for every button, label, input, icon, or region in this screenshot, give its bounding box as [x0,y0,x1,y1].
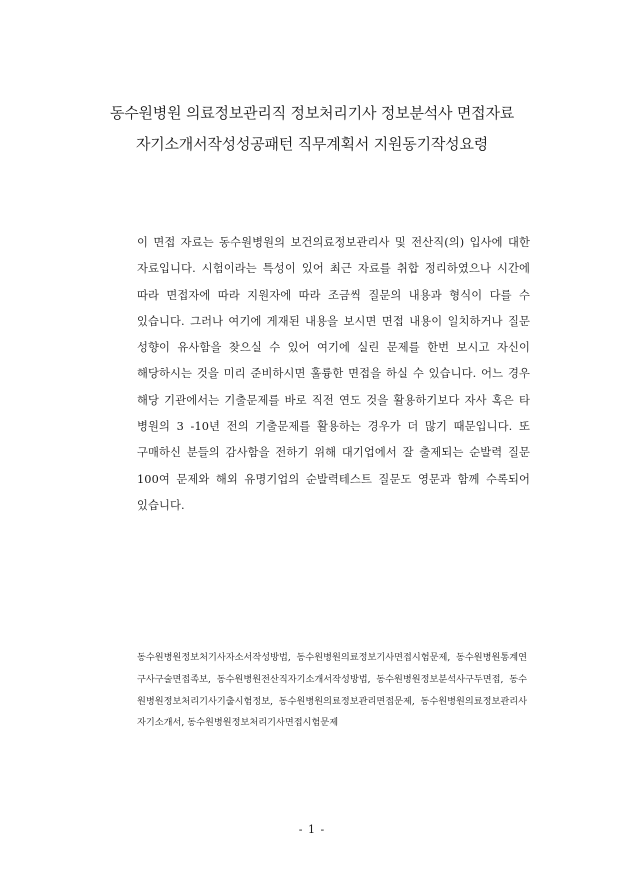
intro-paragraph: 이 면접 자료는 동수원병원의 보건의료정보관리사 및 전산직(의) 입사에 대한 자료입니다. 시험이라는 특성이 있어 최근 자료를 취합 정리하였으나 시간에 따라 면접자에 따라 지원자에 따라 조금씩 질문의 내용과 형식이 다를 수 있습니다. 그러나 여기에 게재된 내용을 보시면 면접 내용이 일치하거나 질문 성향이 유사함을 찾으실 수 있어 여기에 실린 문제를 한번 보시고 자신이 해당하시는 것을 미리 준비하시면 훌륭한 면접을 하실 수 있습니다. 어느 경우 해당 기관에서는 기출문제를 바로 직전 연도 것을 활용하기보다 자사 혹은 타 병원의 3 -10년 전의 기출문제를 활용하는 경우가 더 많기 때문입니다. 또 구매하신 분들의 감사함을 전하기 위해 대기업에서 잘 출제되는 순발력 질문 100여 문제와 해외 유명기업의 순발력테스트 질문도 영문과 함께 수록되어 있습니다. [137,236,530,512]
page-number: - 1 - [298,823,326,836]
title-line-1: 동수원병원 의료정보관리직 정보처리기사 정보분석사 면접자료 [109,104,515,122]
keyword-list: 동수원병원정보처기사자소서작성방법, 동수원병원의료정보기사면접시험문제, 동수원병원통계연구사구술면접족보, 동수원병원전산직자기소개서작성방법, 동수원병원정보분석사구두면접, 동수원병원정보처리기사기출시험정보, 동수원병원의료정보관리면접문제, 동수원병원의료정보관리사자기소개서, 동수원병원정보처리기사면접시험문제 [137,652,527,729]
title-line-2: 자기소개서작성성공패턴 직무계획서 지원동기작성요령 [135,135,489,153]
document-title [60,98,564,160]
